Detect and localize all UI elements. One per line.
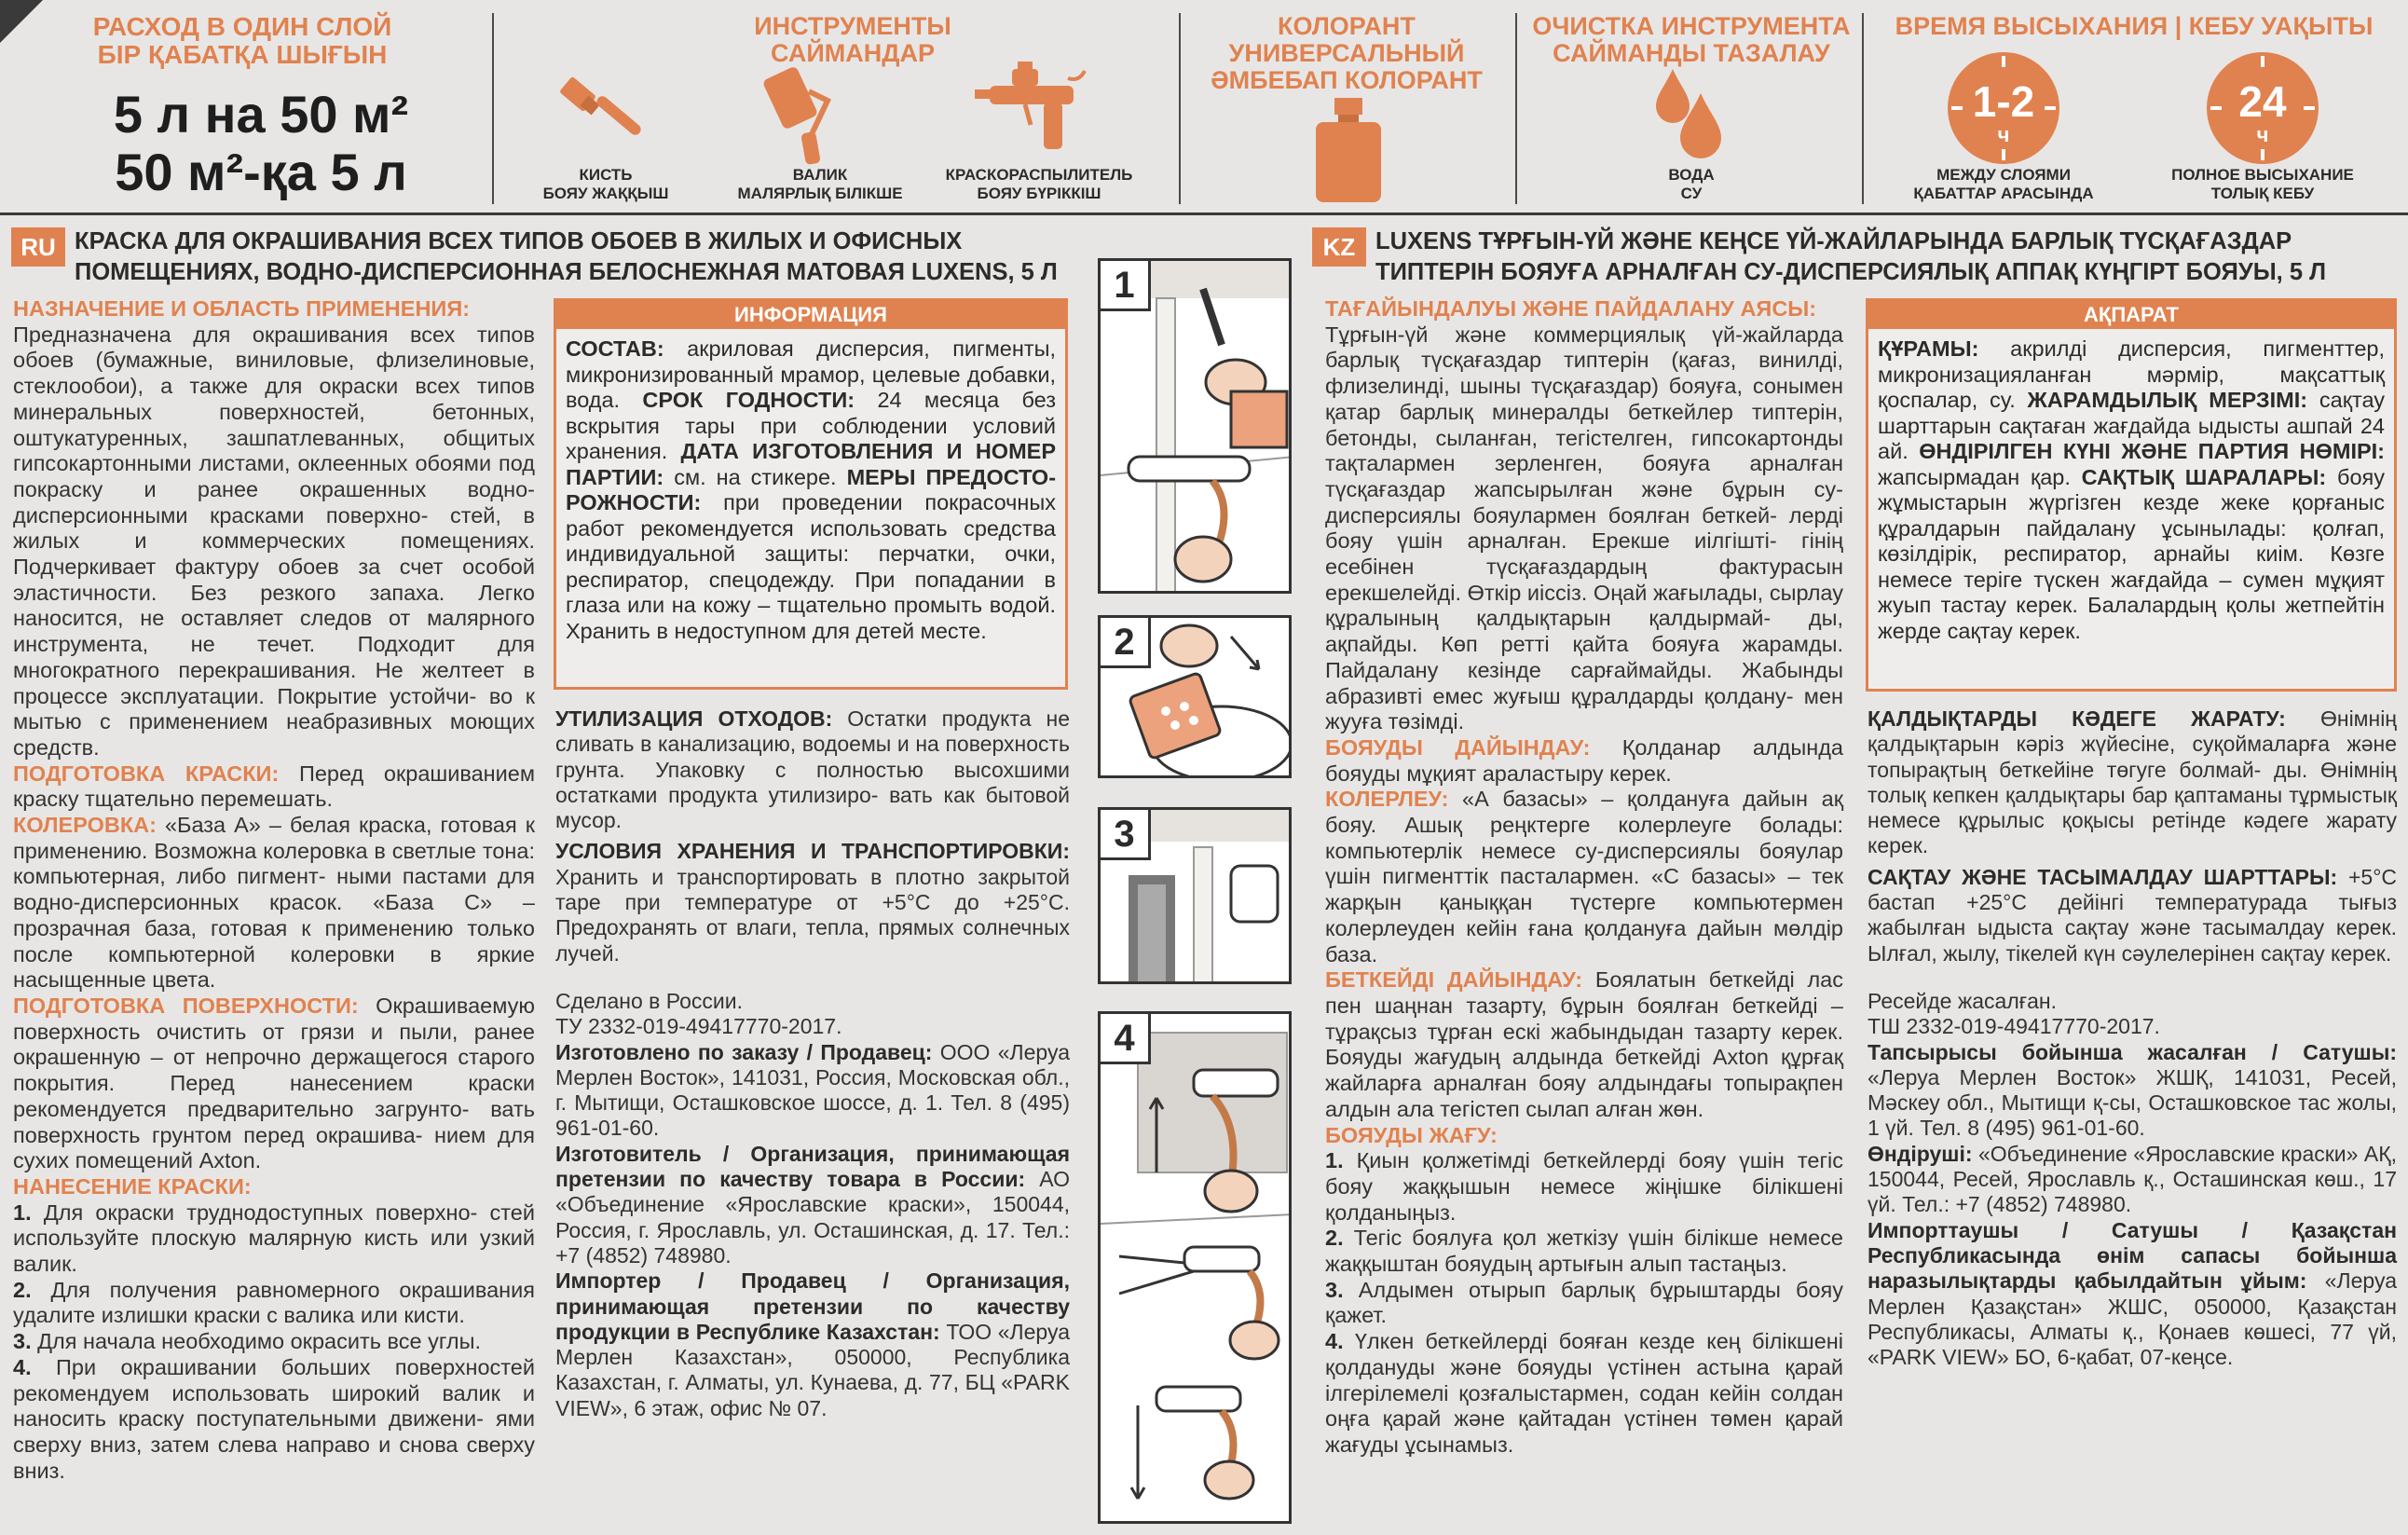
kz-purpose-text: Тұрғын-үй және коммерциялық үй-жайларда барлық түсқағаздар типтерін (қағаз, винилді, флизелинді, шыны түсқағаздар) бояуға, сонымен қатар барлық минералды беткейлер типтерін, бетонды, сыланған, тегістелген, гипсокартонды тақталармен зерленген, бояуға арналған түсқағаздар жапсырылған және бұрын су-дисперсиялы бояулармен боялған беткей- лерді бояу үшін арналған. Ерекше иілгішті- гінің есебінен түсқағаздардың фактурасын ерекшелейді. Өткір иіссіз. Оңай жағылады, сырлау құралының қалдықтарын қалдырмай- ды, ақпайды. Көп ретті қайта бояуға жарамды. Пайдалану кезінде сарғаймайды. Жабынды абразивті емес жуғыш құралдарды қолдану- мен жууға төзімді. — [1325, 322, 1843, 734]
kz-info-head: АҚПАРАТ — [1868, 301, 2394, 329]
ru-maker-heading: Изготовитель / Организация, принимающая претензии по качеству товара в России: — [555, 1141, 1070, 1192]
kz-apply-heading: БОЯУДЫ ЖАҒУ: — [1325, 1122, 1498, 1147]
kz-prep-heading: БОЯУДЫ ДАЙЫНДАУ: — [1325, 734, 1591, 760]
tools-title-kz: САЙМАНДАР — [771, 39, 935, 67]
divider — [1515, 13, 1517, 204]
spray-gun-icon — [969, 58, 1090, 162]
tools-title-ru: ИНСТРУМЕНТЫ — [754, 12, 951, 40]
ru-prep-text: Перед окрашиванием краску тщательно перемешать. — [13, 761, 535, 812]
header-bar — [0, 0, 2408, 210]
ru-waste-heading: УТИЛИЗАЦИЯ ОТХОДОВ: — [555, 706, 833, 731]
kz-safety-heading: САҚТЫҚ ШАРАЛАРЫ: — [2081, 464, 2327, 489]
list-item: 2. Для получения равномерного окрашивания удалите излишки краски с валика или кисти. — [13, 1277, 535, 1328]
cleaning-kz: СУ — [1680, 185, 1703, 202]
step-1-illustration — [1098, 258, 1292, 594]
lang-badge-kz: KZ — [1312, 227, 1366, 267]
step-4-picture — [1101, 1014, 1292, 1524]
step-number: 3 — [1101, 810, 1151, 860]
kz-tu: ТШ 2332-019-49417770-2017. — [1868, 1014, 2160, 1039]
ru-column-2: УТИЛИЗАЦИЯ ОТХОДОВ: Остатки продукта не сливать в канализацию, водоемы и на поверхность грунта. Упаковку с полностью высохшими остатками продукта утилизиро- вать как бытовой мусор. УСЛОВИЯ ХРАНЕНИЯ И ТРАНСПОРТИРОВКИ: Хранить и транспортировать в плотно закрытой таре при температуре от +5°С до +25°С. Предохранять от влаги, тепла, прямых солнечных лучей. Сделано в России. ТУ 2332-019-49417770-2017. Изготовлено по заказу / Продавец: ООО «Леруа Мерлен Восток», 141031, Россия, Московская обл., г. Мытищи, Осташковское шоссе, д. 1. Тел. 8 (495) 961-01-60. Изготовитель / Организация, принимающая претензии по качеству товара в России: АО «Объединение «Ярославские краски», 150044, Россия, г. Ярославль, ул. Осташинская, д. 17. Тел.: +7 (4852) 748980. Импортер / Продавец / Организация, принимающая претензии по качеству продукции в Республике Казахстан: ТОО «Леруа Мерлен Казахстан», 050000, Республика Казахстан, г. Алматы, ул. Кунаева, д. 77, БЦ «PARK VIEW», 6 этаж, офис № 07. — [555, 706, 1071, 1420]
ru-tint-heading: КОЛЕРОВКА: — [13, 813, 157, 838]
drying-1-kz: ҚАБАТТАР АРАСЫНДА — [1913, 185, 2094, 202]
kz-title-1: LUXENS ТҰРҒЫН-ҮЙ ЖӘНЕ КЕҢСЕ ҮЙ-ЖАЙЛАРЫНДА БАРЛЫҚ ТҮСҚАҒАЗДАР — [1375, 228, 2292, 254]
drying-2-value: 24 — [2238, 77, 2287, 126]
kz-title-2: ТИПТЕРІН БОЯУҒА АРНАЛҒАН СУ-ДИСПЕРСИЯЛЫҚ АППАҚ КҮҢГІРТ БОЯУЫ, 5 Л — [1375, 259, 2326, 285]
step-2-illustration — [1098, 615, 1292, 778]
tool-roller-ru: ВАЛИК — [792, 166, 848, 184]
brush-icon — [554, 67, 648, 160]
tool-brush-kz: БОЯУ ЖАҚҚЫШ — [542, 185, 669, 202]
drying-2-unit: ч — [2256, 123, 2269, 146]
list-item: 3. Алдымен отырып барлық бұрыштарды бояу қажет. — [1325, 1277, 1843, 1328]
list-item: 2. Тегіс боялуға қол жеткізу үшін білікше немесе жаққыштан бояудың артығын алып тастаңыз. — [1325, 1226, 1844, 1277]
tool-roller-kz: МАЛЯРЛЫҚ БІЛІКШЕ — [737, 185, 903, 202]
consumption-title-ru: РАСХОД В ОДИН СЛОЙ — [92, 12, 392, 41]
ru-made: Сделано в России. — [555, 988, 743, 1013]
kz-waste-heading: ҚАЛДЫҚТАРДЫ КӘДЕГЕ ЖАРАТУ: — [1868, 706, 2286, 731]
divider — [1862, 13, 1864, 204]
ru-safety-heading: МЕРЫ ПРЕДОСТО- РОЖНОСТИ: — [566, 464, 1057, 514]
consumption-title-kz: БІР ҚАБАТҚА ШЫҒЫН — [97, 40, 388, 69]
ru-title-2: ПОМЕЩЕНИЯХ, ВОДНО-ДИСПЕРСИОННАЯ БЕЛОСНЕЖНАЯ МАТОВАЯ LUXENS, 5 Л — [75, 259, 1058, 285]
ru-storage-heading: УСЛОВИЯ ХРАНЕНИЯ И ТРАНСПОРТИРОВКИ: — [555, 839, 1070, 864]
kz-importer-heading: Импорттаушы / Сатушы / Қазақстан Республикасында өнім сапасы бойынша наразылықтарды қабылдайтын ұйым: — [1868, 1217, 2397, 1294]
kz-tint-heading: КОЛЕРЛЕУ: — [1325, 787, 1449, 812]
kz-column-2: ҚАЛДЫҚТАРДЫ КӘДЕГЕ ЖАРАТУ: Өнімнің қалдықтарын кәріз жүйесіне, суқоймаларға және топырақтың беткейіне төгуге болмай- ды. Өнімнің толық кепкен қалдықтары бар қаптаманы тұрмыстық немесе құрылыс қоқысы ретінде кәдеге жарату керек. САҚТАУ ЖӘНЕ ТАСЫМАЛДАУ ШАРТТАРЫ: +5°С бастап +25°С дейінгі температурада тығыз жабылған ыдыста сақтау және тасымалдау керек. Ылғал, жылу, тікелей күн сәулелерінен сақтау керек. Ресейде жасалған. ТШ 2332-019-49417770-2017. Тапсырысы бойынша жасалған / Сатушы: «Леруа Мерлен Восток» ЖШҚ, 141031, Ресей, Мәскеу обл., Мытищи қ-сы, Осташковское тас жолы, 1 үй. Тел. 8 (495) 961-01-60. Өндіруші: «Объединение «Ярославские краски» АҚ, 150044, Ресей, Ярославль қ., Осташинская көш., 17 үй. Тел.: +7 (4852) 748980. Импорттаушы / Сатушы / Қазақстан Республикасында өнім сапасы бойынша наразылықтарды қабылдайтын ұйым: «Леруа Мерлен Қазақстан» ЖШС, 050000, Қазақстан Республикасы, Алматы қ., Қонаев көшесі, 77 үй, «PARK VIEW» БО, 6-қабат, 07-кеңсе. — [1868, 706, 2398, 1370]
ru-seller-heading: Изготовлено по заказу / Продавец: — [555, 1039, 933, 1064]
step-number: 2 — [1101, 618, 1151, 668]
cleaning-title-ru: ОЧИСТКА ИНСТРУМЕНТА — [1532, 12, 1851, 40]
kz-tint-text: «А базасы» – қолдануға дайын ақ бояу. Ашық реңктерге колерлеуге болады: компьютерлік немесе су-дисперсиялы бояулар үшін пигменттік пасталармен. «С базасы» – тек жарқын қаныққан түстерге компьютермен колерлеуден кейін ғана қолдануға дайын мөлдір база. — [1325, 787, 1843, 966]
colorant-bottle-icon — [1314, 98, 1383, 202]
ru-apply-heading: НАНЕСЕНИЕ КРАСКИ: — [13, 1173, 252, 1199]
kz-maker-heading: Өндіруші: — [1868, 1141, 1973, 1166]
kz-info-box: АҚПАРАТ ҚҰРАМЫ: акрилді дисперсия, пигменттер, микронизацияланған мәрмір, мақсаттық қоспалар, су. ЖАРАМДЫЛЫҚ МЕРЗІМІ: сақтау шарттарын сақтаған жағдайда ыдысты ашпай 24 ай. ӨНДІРІЛГЕН КҮНІ ЖӘНЕ ПАРТИЯ НӨМІРІ: жапсырмадан қар. САҚТЫҚ ШАРАЛАРЫ: бояу жұмыстарын жүргізген кезде жеке қорғаныс құралдарын пайдалану ұсынылады: қолғап, көзілдірік, респиратор, арнайы киім. Көзге немесе теріге түскен жағдайда – сумен мұқият жуып тастау керек. Балалардың қолы жетпейтін жерде сақтау керек. — [1866, 298, 2397, 692]
ru-tint-text: «База А» – белая краска, готовая к применению. Возможна колеровка в светлые тона: компьютерная, либо пигмент- ными пастами для водно-дисперсионных красок. «База С» – прозрачная база, готовая к применению только после компьютерной колеровки в яркие насыщенные цвета. — [13, 813, 535, 993]
colorant-title-1: КОЛОРАНТ — [1278, 12, 1416, 40]
step-4-illustration — [1098, 1011, 1292, 1524]
kz-date-heading: ӨНДІРІЛГЕН КҮНІ ЖӘНЕ ПАРТИЯ НӨМІРІ: — [1919, 439, 2385, 463]
ru-info-box: ИНФОРМАЦИЯ СОСТАВ: акриловая дисперсия, пигменты, микронизированный мрамор, целевые добавки, вода. СРОК ГОДНОСТИ: 24 месяца без вскрытия тары при соблюдении условий хранения. ДАТА ИЗГОТОВЛЕНИЯ И НОМЕР ПАРТИИ: см. на стикере. МЕРЫ ПРЕДОСТО- РОЖНОСТИ: при проведении покрасочных работ рекомендуется использовать средства индивидуальной защиты: перчатки, очки, респиратор, спецодежду. При попадании в глаза или на кожу – тщательно промыть водой. Хранить в недоступном для детей месте. — [554, 298, 1068, 690]
kz-surface-text: Боялатын беткейді лас пен шаңнан тазарту, бұрын боялған беткейді – тұрақсыз тұрған ескі жабындыдан тазарту керек. Бояуды жағудың алдында беткейді Axton құрғақ жайларға арналған бояу алдындағы топырақпен алдын ала тегістеп сылап алған жөн. — [1325, 967, 1843, 1121]
ru-prep-heading: ПОДГОТОВКА КРАСКИ: — [13, 761, 280, 786]
list-item: 1. Қиын қолжетімді беткейлерді бояу үшін тегіс бояу жаққышын немесе жіңішке білікшені қолданыңыз. — [1325, 1148, 1844, 1225]
kz-column-1 — [1325, 296, 1843, 1459]
drying-2-ru: ПОЛНОЕ ВЫСЫХАНИЕ — [2171, 166, 2354, 184]
list-item: 3. Для начала необходимо окрасить все углы. — [13, 1329, 482, 1354]
ru-info-head: ИНФОРМАЦИЯ — [556, 301, 1065, 329]
kz-purpose-heading: ТАҒАЙЫНДАЛУЫ ЖӘНЕ ПАЙДАЛАНУ АЯСЫ: — [1325, 296, 1817, 321]
ru-tu: ТУ 2332-019-49417770-2017. — [555, 1014, 842, 1039]
tool-spray-kz: БОЯУ БҮРІККІШ — [977, 185, 1101, 202]
kz-composition-heading: ҚҰРАМЫ: — [1878, 336, 1979, 361]
ru-date-heading: ДАТА ИЗГОТОВЛЕНИЯ И НОМЕР ПАРТИИ: — [566, 439, 1056, 489]
kz-surface-heading: БЕТКЕЙДІ ДАЙЫНДАУ: — [1325, 967, 1583, 993]
divider — [1179, 13, 1181, 204]
kz-made: Ресейде жасалған. — [1868, 988, 2058, 1013]
step-number: 4 — [1101, 1014, 1151, 1064]
kz-shelf-heading: ЖАРАМДЫЛЫҚ МЕРЗІМІ: — [2027, 388, 2308, 412]
colorant-title-3: ӘМБЕБАП КОЛОРАНТ — [1211, 66, 1483, 94]
kz-storage-heading: САҚТАУ ЖӘНЕ ТАСЫМАЛДАУ ШАРТТАРЫ: — [1868, 864, 2338, 889]
step-number: 1 — [1101, 261, 1151, 311]
divider — [492, 13, 494, 204]
drying-2-kz: ТОЛЫҚ КЕБУ — [2210, 185, 2315, 202]
lang-badge-ru: RU — [11, 227, 65, 267]
drying-1-unit: ч — [1997, 123, 2010, 146]
ru-surface-heading: ПОДГОТОВКА ПОВЕРХНОСТИ: — [13, 993, 359, 1018]
colorant-title-2: УНИВЕРСАЛЬНЫЙ — [1228, 39, 1465, 67]
step-3-illustration — [1098, 807, 1292, 984]
kz-seller-heading: Тапсырысы бойынша жасалған / Сатушы: — [1868, 1039, 2397, 1064]
drying-1-ru: МЕЖДУ СЛОЯМИ — [1936, 166, 2071, 184]
list-item: 4. При окрашивании больших поверхностей рекомендуем использовать широкий валик и наносить краску поступательными движени- ями сверху вниз, затем слева направо и снова сверху вниз. — [13, 1354, 536, 1483]
ru-title-1: КРАСКА ДЛЯ ОКРАШИВАНИЯ ВСЕХ ТИПОВ ОБОЕВ В ЖИЛЫХ И ОФИСНЫХ — [75, 228, 963, 254]
consumption-value-kz: 50 м²-қа 5 л — [115, 143, 407, 201]
ru-purpose-text: Предназначена для окрашивания всех типов обоев (бумажные, виниловые, флизелиновые, стеклообои), а также для окраски всех типов минеральных поверхностей, бетонных, оштукатуренных, зашпатлеванных, общитых гипсокартонными листами, оклеенных обоями под покраску и ранее окрашенных водно- дисперсионными красками поверхно- стей, в жилых и коммерческих помещениях. Подчеркивает фактуру обоев за счет особой эластичности. Без резкого запаха. Легко наносится, не оставляет следов от малярного инструмента, не течет. Подходит для многократного перекрашивания. Не желтеет в процессе эксплуатации. Покрытие устойчи- во к мытью с применением неабразивных моющих средств. — [13, 322, 535, 760]
roller-icon — [755, 63, 857, 166]
drying-2-badge — [2207, 52, 2319, 164]
tool-spray-ru: КРАСКОРАСПЫЛИТЕЛЬ — [945, 166, 1133, 184]
drying-1-badge — [1948, 52, 2059, 164]
header-divider — [0, 212, 2408, 215]
ru-column-1 — [13, 296, 535, 1484]
tool-brush-ru: КИСТЬ — [579, 166, 633, 184]
list-item: 4. Үлкен беткейлерді бояған кезде кең білікшені қолдануды және бояуды үстінен астына қарай ілгерілемелі қозғалыстармен, содан кейін солдан оңға қарай және қайтадан үстінен төмен қарай жағуды ұсынамыз. — [1325, 1329, 1843, 1457]
ru-purpose-heading: НАЗНАЧЕНИЕ И ОБЛАСТЬ ПРИМЕНЕНИЯ: — [13, 296, 471, 321]
water-drops-icon — [1645, 65, 1738, 168]
cleaning-title-kz: САЙМАНДЫ ТАЗАЛАУ — [1553, 39, 1830, 67]
ru-surface-text: Окрашиваемую поверхность очистить от грязи и пыли, ранее окрашенную – от непрочно держащегося старого покрытия. Перед нанесением краски рекомендуется предварительно загрунто- вать поверхность грунтом перед окрашива- нием для сухих помещений Axton. — [13, 993, 536, 1173]
drying-title: ВРЕМЯ ВЫСЫХАНИЯ | КЕБУ УАҚЫТЫ — [1895, 12, 2374, 40]
list-item: 1. Для окраски труднодоступных поверхно- стей используйте плоскую малярную кисть или узкий валик. — [13, 1199, 535, 1277]
cleaning-ru: ВОДА — [1668, 166, 1715, 184]
ru-importer-heading: Импортер / Продавец / Организация, принимающая претензии по качеству продукции в Республике Казахстан: — [555, 1268, 1070, 1344]
drying-1-value: 1-2 — [1972, 77, 2035, 126]
ru-composition-heading: СОСТАВ: — [566, 336, 664, 361]
kz-prep-text: Қолданар алдында бояуды мұқият араластыру керек. — [1325, 734, 1844, 786]
ru-shelf-heading: СРОК ГОДНОСТИ: — [642, 388, 855, 412]
consumption-value-ru: 5 л на 50 м² — [113, 85, 409, 144]
